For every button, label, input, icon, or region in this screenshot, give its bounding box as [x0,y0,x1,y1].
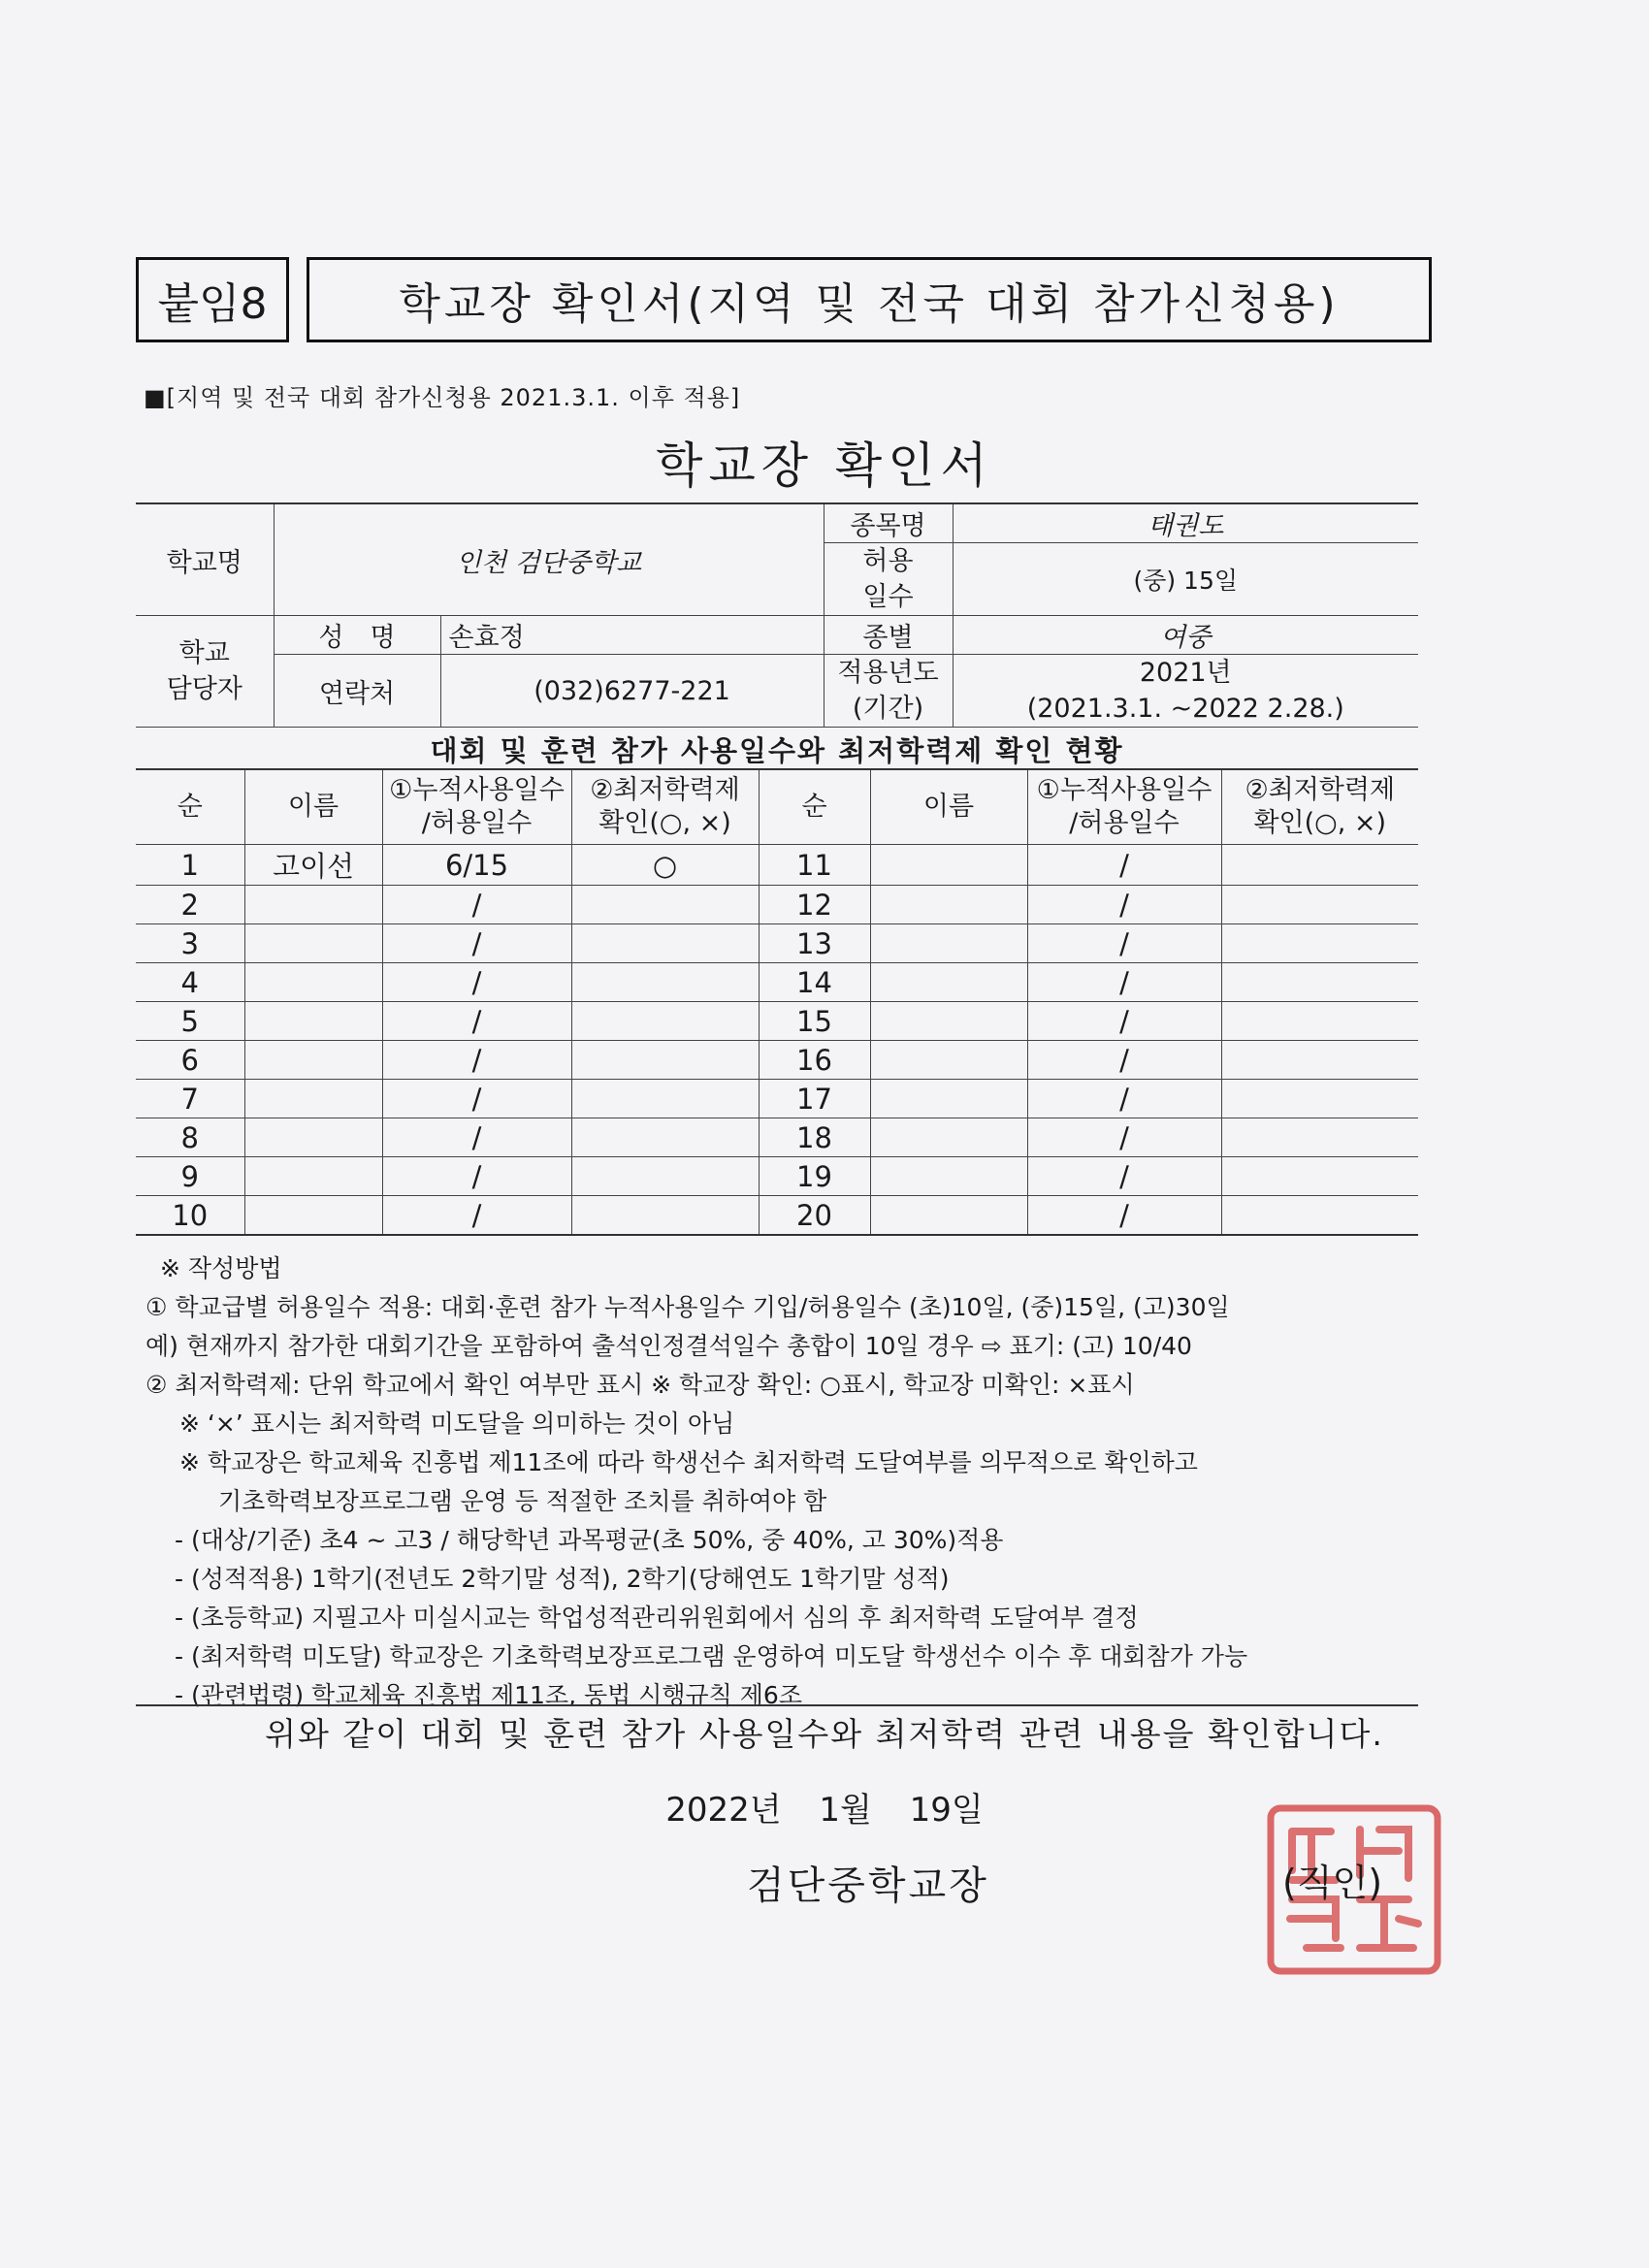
table-cell [1221,1157,1418,1196]
table-cell [571,1080,759,1118]
section-heading: 대회 및 훈련 참가 사용일수와 최저학력제 확인 현황 [430,734,1124,767]
table-cell [870,886,1027,924]
table-cell: / [382,1157,571,1196]
table-cell: 4 [136,963,244,1002]
table-cell [1221,845,1418,886]
table-cell [870,1041,1027,1080]
table-cell [870,1002,1027,1041]
document-title: 학교장 확인서 [656,437,993,494]
column-header: ②최저학력제 확인(○, ×) [571,769,759,845]
table-row [136,1157,1418,1196]
event-label: 종목명 [824,503,953,543]
table-cell: / [1027,1118,1221,1157]
table-row [136,1080,1418,1118]
principal-signatory: 검단중학교장 [747,1863,989,1908]
table-cell: / [382,1041,571,1080]
seal-mark-label: (직인) [1282,1862,1383,1904]
table-cell: 11 [759,845,870,886]
table-cell: / [1027,924,1221,963]
instruction-line: ※ 학교장은 학교체육 진흥법 제11조에 따라 학생선수 최저학력 도달여부를 의무적으로 확인하고 [179,1448,1198,1476]
period-label: 적용년도 (기간) [824,655,953,728]
table-cell: 3 [136,924,244,963]
table-row [136,924,1418,963]
table-cell: / [1027,1196,1221,1236]
instruction-line: ② 최저학력제: 단위 학교에서 확인 여부만 표시 ※ 학교장 확인: ○표시, 학교장 미확인: ×표시 [146,1371,1135,1399]
table-cell [1221,963,1418,1002]
table-cell: 13 [759,924,870,963]
attachment-tag: 붙임8 [136,257,289,342]
column-header: 이름 [870,769,1027,845]
table-cell: 15 [759,1002,870,1041]
table-cell: 6 [136,1041,244,1080]
table-row [136,845,1418,886]
table-cell: 16 [759,1041,870,1080]
school-info-table [136,502,1418,728]
table-cell: / [1027,1080,1221,1118]
contact-value: (032)6277-221 [440,655,824,728]
contact-label: 연락처 [274,655,440,728]
table-cell [1221,886,1418,924]
table-cell: 5 [136,1002,244,1041]
table-cell [1221,1041,1418,1080]
event-value: 태권도 [953,503,1418,543]
table-cell [1221,1002,1418,1041]
table-cell [571,1118,759,1157]
table-row [136,963,1418,1002]
divider [136,1704,1418,1706]
instruction-line: ① 학교급별 허용일수 적용: 대회·훈련 참가 누적사용일수 기입/허용일수 (초)10일, (중)15일, (고)30일 [146,1293,1230,1321]
period-range-value: (2021.3.1. ~2022 2.28.) [1026,694,1344,724]
table-cell [870,924,1027,963]
table-cell: / [1027,886,1221,924]
table-cell: / [1027,963,1221,1002]
table-cell [870,1157,1027,1196]
table-cell [571,924,759,963]
issue-date: 2022년 1월 19일 [665,1791,984,1830]
table-cell [244,1118,382,1157]
manager-label: 학교 담당자 [136,616,274,728]
table-cell: 고이선 [244,845,382,886]
table-cell: 2 [136,886,244,924]
table-cell [244,886,382,924]
manager-name-label: 성 명 [274,616,440,655]
table-cell [571,1002,759,1041]
table-cell [571,1157,759,1196]
table-cell: 10 [136,1196,244,1236]
table-cell [244,924,382,963]
column-header: ①누적사용일수 /허용일수 [1027,769,1221,845]
school-name-value: 인천 검단중학교 [274,503,824,616]
table-cell [870,1196,1027,1236]
table-row [136,1041,1418,1080]
table-cell: ○ [571,845,759,886]
table-cell: 12 [759,886,870,924]
table-cell: / [1027,845,1221,886]
column-header: 이름 [244,769,382,845]
participation-table [136,768,1418,1236]
allowed-days-label: 허용 일수 [824,543,953,616]
table-cell: / [1027,1041,1221,1080]
table-cell: / [1027,1157,1221,1196]
table-cell: 18 [759,1118,870,1157]
column-header: 순 [136,769,244,845]
instruction-line: - (초등학교) 지필고사 미실시교는 학업성적관리위원회에서 심의 후 최저학력 도달여부 결정 [175,1604,1139,1632]
table-cell [1221,1080,1418,1118]
instruction-line: 기초학력보장프로그램 운영 등 적절한 조치를 취하여야 함 [218,1487,827,1515]
instructions-heading: ※ 작성방법 [160,1254,282,1282]
table-cell: 14 [759,963,870,1002]
table-cell [870,845,1027,886]
year-value: 2021년 [1139,658,1232,688]
table-cell: 7 [136,1080,244,1118]
table-cell: / [382,963,571,1002]
instruction-line: - (대상/기준) 초4 ~ 고3 / 해당학년 과목평균(초 50%, 중 40%, 고 30%)적용 [175,1526,1004,1554]
instruction-line: - (관련법령) 학교체육 진흥법 제11조, 동법 시행규칙 제6조 [175,1681,802,1709]
table-cell [870,1118,1027,1157]
table-cell: 8 [136,1118,244,1157]
table-cell: / [382,1080,571,1118]
table-row [136,1118,1418,1157]
table-cell: / [382,1002,571,1041]
table-cell [571,963,759,1002]
instruction-line: - (성적적용) 1학기(전년도 2학기말 성적), 2학기(당해연도 1학기말 성적) [175,1565,950,1593]
table-cell [1221,924,1418,963]
table-cell [571,1041,759,1080]
table-cell: 6/15 [382,845,571,886]
table-cell [1221,1118,1418,1157]
table-row [136,886,1418,924]
table-row [136,1002,1418,1041]
manager-name-value: 손효정 [440,616,824,655]
applicability-notice: ■[지역 및 전국 대회 참가신청용 2021.3.1. 이후 적용] [144,384,741,411]
table-cell [1221,1196,1418,1236]
column-header: 순 [759,769,870,845]
table-cell [244,1041,382,1080]
allowed-days-value: (중) 15일 [953,543,1418,616]
table-cell [571,886,759,924]
table-cell: / [382,1118,571,1157]
confirmation-statement: 위와 같이 대회 및 훈련 참가 사용일수와 최저학력 관련 내용을 확인합니다. [265,1715,1384,1753]
table-cell [870,963,1027,1002]
instructions [146,1249,1426,1715]
table-cell [244,1157,382,1196]
table-cell: / [382,924,571,963]
column-header: ①누적사용일수 /허용일수 [382,769,571,845]
category-value: 여중 [953,616,1418,655]
category-label: 종별 [824,616,953,655]
instruction-line: 예) 현재까지 참가한 대회기간을 포함하여 출석인정결석일수 총합이 10일 경우 ⇨ 표기: (고) 10/40 [146,1332,1192,1360]
table-cell [244,1080,382,1118]
table-row [136,1196,1418,1236]
column-header: ②최저학력제 확인(○, ×) [1221,769,1418,845]
table-cell: 19 [759,1157,870,1196]
table-cell [244,1002,382,1041]
table-cell: / [382,886,571,924]
table-cell: / [382,1196,571,1236]
table-cell: 1 [136,845,244,886]
table-cell [244,1196,382,1236]
table-cell: / [1027,1002,1221,1041]
school-name-label: 학교명 [136,503,274,616]
table-cell [571,1196,759,1236]
table-cell: 20 [759,1196,870,1236]
table-cell [244,963,382,1002]
table-cell: 9 [136,1157,244,1196]
table-cell: 17 [759,1080,870,1118]
period-value [953,655,1418,728]
instruction-line: - (최저학력 미도달) 학교장은 기초학력보장프로그램 운영하여 미도달 학생선수 이수 후 대회참가 가능 [175,1642,1248,1670]
instruction-line: ※ ‘×’ 표시는 최저학력 미도달을 의미하는 것이 아님 [179,1409,735,1438]
form-title: 학교장 확인서(지역 및 전국 대회 참가신청용) [307,257,1432,342]
table-cell [870,1080,1027,1118]
